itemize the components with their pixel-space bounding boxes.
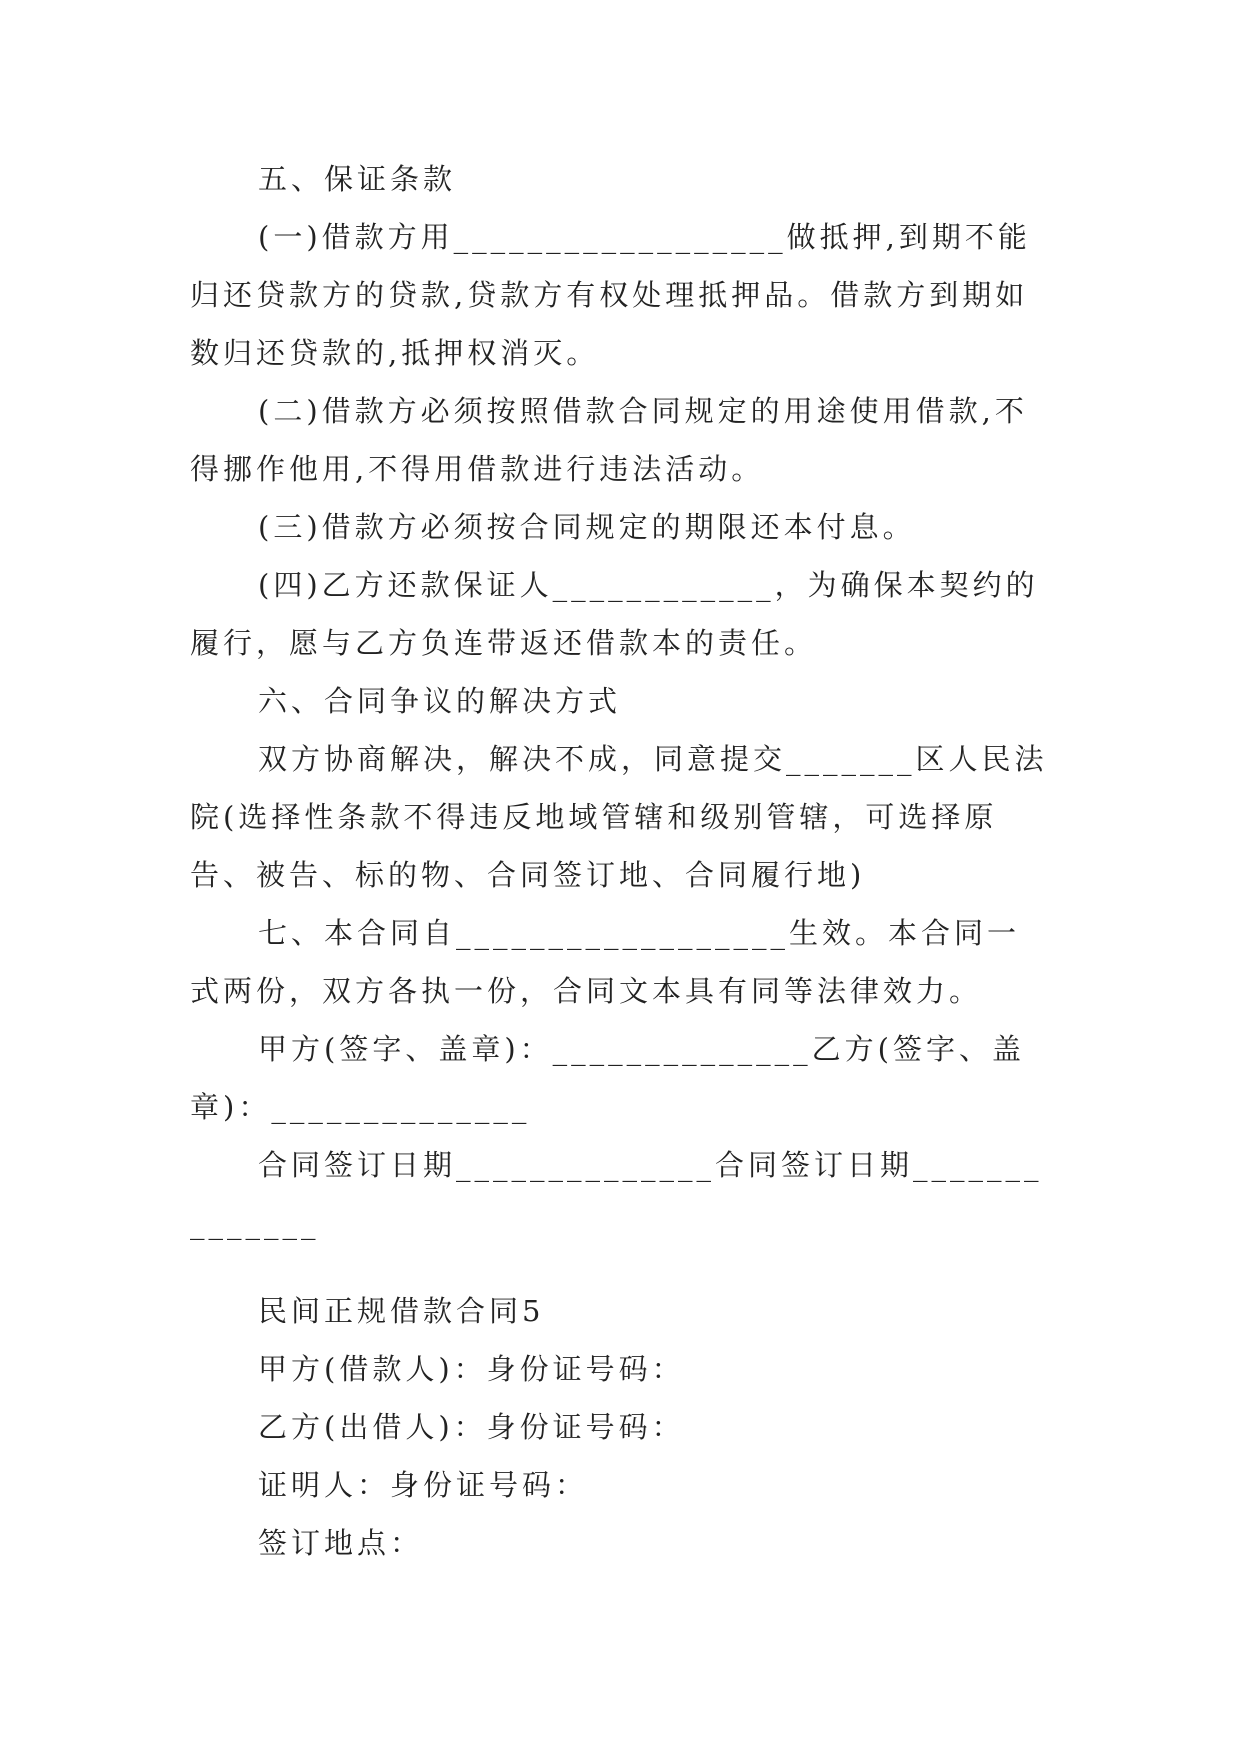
- dispute-resolution: 双方协商解决，解决不成，同意提交_______区人民法院(选择性条款不得违反地域管辖和级别管辖，可选择原告、被告、标的物、合同签订地、合同履行地): [190, 742, 1048, 892]
- spacer: [190, 1252, 1050, 1282]
- contract5-party-a: 甲方(借款人)：身份证号码：: [258, 1352, 685, 1386]
- signature-line: 甲方(签字、盖章)：______________乙方(签字、盖章)：______________: [190, 1032, 1025, 1124]
- section-five-heading: 五、保证条款: [258, 162, 457, 196]
- contract5-title: 民间正规借款合同5: [258, 1294, 545, 1328]
- section-six-heading: 六、合同争议的解决方式: [258, 684, 622, 718]
- document-page: [190, 150, 1050, 1572]
- contract5-witness: 证明人：身份证号码：: [258, 1468, 589, 1502]
- clause-4: (四)乙方还款保证人____________，为确保本契约的履行，愿与乙方负连带返还借款本的责任。: [190, 568, 1039, 660]
- contract5-party-b: 乙方(出借人)：身份证号码：: [258, 1410, 685, 1444]
- clause-1: (一)借款方用__________________做抵押,到期不能归还贷款方的贷款,贷款方有权处理抵押品。借款方到期如数归还贷款的,抵押权消灭。: [190, 220, 1031, 370]
- clause-2: (二)借款方必须按照借款合同规定的用途使用借款,不得挪作他用,不得用借款进行违法活动。: [190, 394, 1028, 486]
- clause-3: (三)借款方必须按合同规定的期限还本付息。: [258, 510, 916, 544]
- signing-date-line: 合同签订日期______________合同签订日期______________: [190, 1148, 1043, 1240]
- contract5-location: 签订地点：: [258, 1526, 424, 1560]
- section-seven: 七、本合同自__________________生效。本合同一式两份，双方各执一份，合同文本具有同等法律效力。: [190, 916, 1021, 1008]
